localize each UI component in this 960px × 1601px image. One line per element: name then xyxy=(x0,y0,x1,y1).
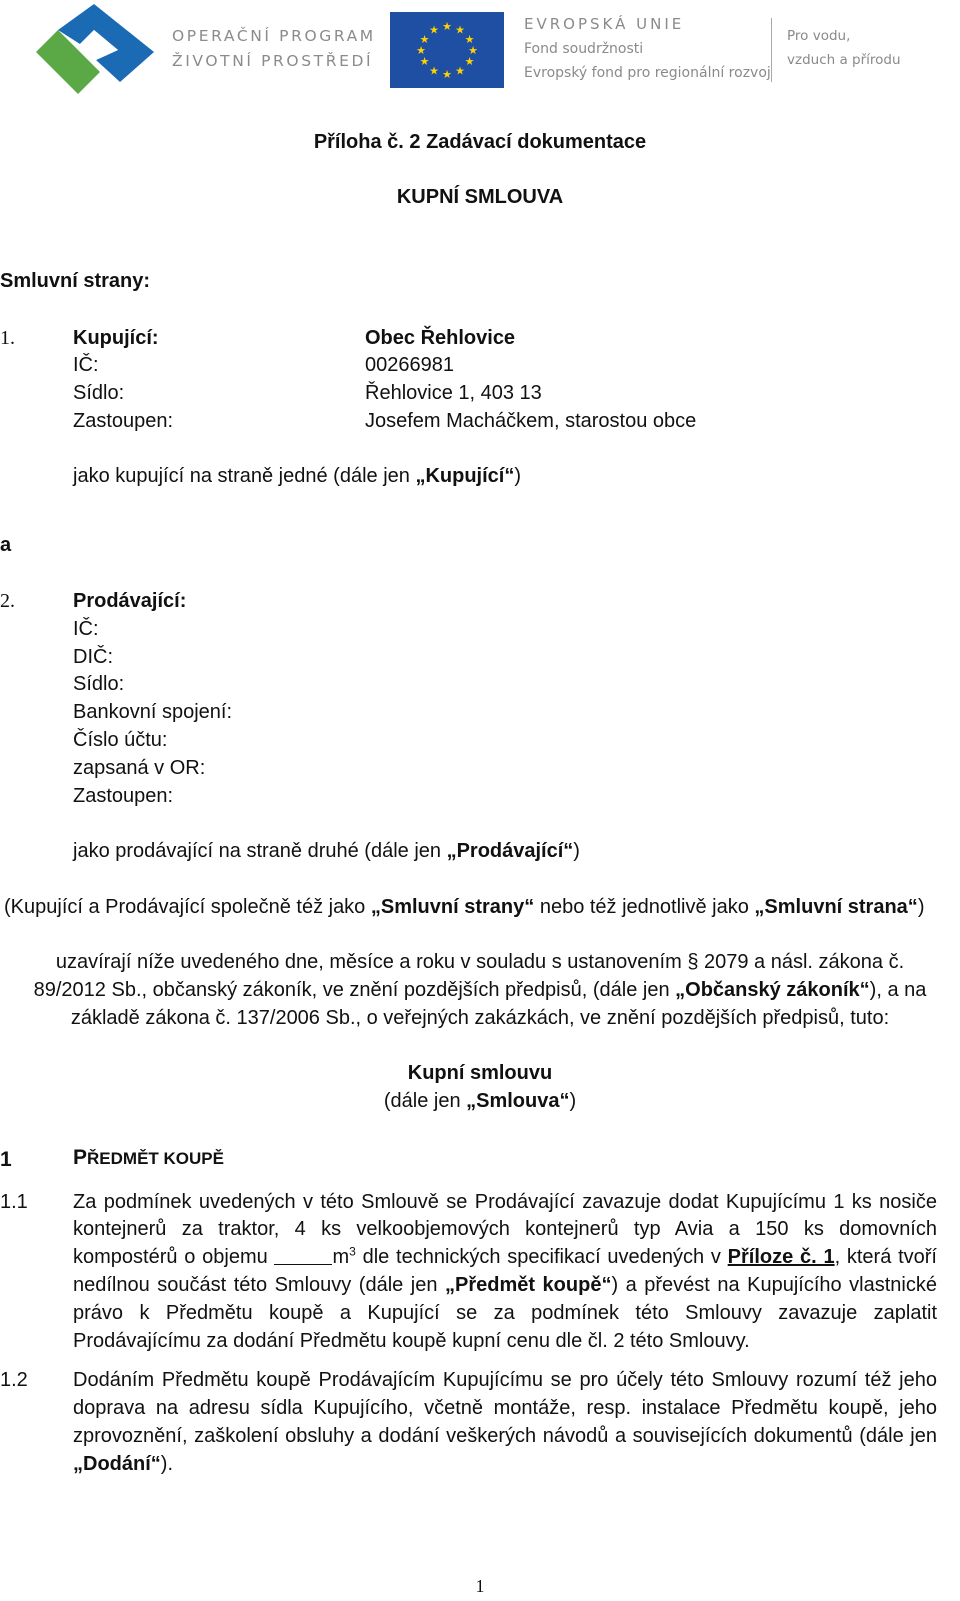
seller-field-rep: Zastoupen: xyxy=(73,785,174,807)
paragraph-1-2-number: 1.2 xyxy=(0,1369,28,1391)
svg-text:★: ★ xyxy=(455,23,465,37)
buyer-rep-value: Josefem Macháčkem, starostou obce xyxy=(365,410,697,432)
svg-text:★: ★ xyxy=(419,33,430,46)
p12-line-4: „Dodání“). xyxy=(73,1453,173,1475)
seller-field-seat: Sídlo: xyxy=(73,673,125,695)
p11-line-3: kompostérů o objemu $m^3$ dle technických specifikací uvedených v Příloze č. 1, která tvoří xyxy=(73,1244,937,1268)
paragraph-1-1-number: 1.1 xyxy=(0,1191,28,1213)
conclude-line-2: 89/2012 Sb., občanský zákoník, ve znění pozdějších předpisů, (dále jen „Občanský zákoník“), a na xyxy=(33,979,927,1001)
seller-field-bank: Bankovní spojení: xyxy=(73,701,232,723)
seller-field-account: Číslo účtu: xyxy=(73,729,168,751)
page-number: 1 xyxy=(475,1576,485,1596)
p12-line-3: zprovoznění, zaškolení obsluhy a dodání veškerých návodů a souvisejících dokumentů (dále jen xyxy=(73,1425,937,1447)
svg-text:★: ★ xyxy=(468,44,478,57)
svg-text:★: ★ xyxy=(442,68,452,81)
section-1-title: PŘEDMĚT KOUPĚ xyxy=(73,1146,224,1169)
header-divider xyxy=(771,18,772,82)
seller-field-dic: DIČ: xyxy=(73,646,113,668)
seller-role: jako prodávající na straně druhé (dále jen „Prodávající“) xyxy=(73,840,580,862)
p12-line-1: Dodáním Předmětu koupě Prodávajícím Kupujícímu se pro účely této Smlouvy rozumí též jeho xyxy=(73,1369,937,1391)
conclude-line-3: základě zákona č. 137/2006 Sb., o veřejných zakázkách, ve znění pozdějších předpisů, tuto: xyxy=(70,1007,890,1029)
seller-label: Prodávající: xyxy=(73,590,187,612)
contract-alias: (dále jen „Smlouva“) xyxy=(383,1090,577,1112)
seller-field-register: zapsaná v OR: xyxy=(73,757,206,779)
svg-text:★: ★ xyxy=(419,55,430,68)
p11-line-6: Prodávajícímu za dodání Předmětu koupě kupní cenu dle čl. 2 této Smlouvy. xyxy=(73,1330,750,1352)
p11-line-5: právo k Předmětu koupě a Kupující se za podmínek této Smlouvy zavazuje zaplatit xyxy=(73,1302,937,1324)
parties-heading: Smluvní strany: xyxy=(0,270,151,292)
buyer-name: Obec Řehlovice xyxy=(365,327,516,349)
svg-text:★: ★ xyxy=(464,33,475,46)
svg-text:★: ★ xyxy=(464,55,475,68)
pv-line-2: vzduch a přírodu xyxy=(787,52,901,68)
section-1-number: 1 xyxy=(0,1148,12,1171)
buyer-label: Kupující: xyxy=(73,327,159,349)
buyer-role: jako kupující na straně jedné (dále jen „Kupující“) xyxy=(73,465,522,487)
and-word: a xyxy=(0,534,12,556)
eu-line-2: Evropský fond pro regionální rozvoj xyxy=(524,65,771,81)
op-line-1: OPERAČNÍ PROGRAM xyxy=(172,27,376,45)
attachment-title: Příloha č. 2 Zadávací dokumentace xyxy=(313,131,647,153)
seller-number: 2. xyxy=(0,590,15,612)
contract-title: KUPNÍ SMLOUVA xyxy=(396,186,564,208)
eu-line-1: Fond soudržnosti xyxy=(524,41,644,57)
op-line-2: ŽIVOTNÍ PROSTŘEDÍ xyxy=(172,52,374,70)
p12-line-2: doprava na adresu sídla Kupujícího, včetně montáže, resp. instalace Předmětu koupě, jeho xyxy=(73,1397,937,1419)
parties-together: (Kupující a Prodávající společně též jako „Smluvní strany“ nebo též jednotlivě jako „Smluvní strana“) xyxy=(4,896,925,918)
eu-flag-icon xyxy=(390,12,504,88)
svg-text:★: ★ xyxy=(442,20,452,33)
p11-line-4: nedílnou součást této Smlouvy (dále jen „Předmět koupě“) a převést na Kupujícího vlastnické xyxy=(73,1274,937,1296)
pv-line-1: Pro vodu, xyxy=(787,28,851,44)
svg-text:★: ★ xyxy=(429,64,439,78)
contract-name: Kupní smlouvu xyxy=(407,1062,553,1084)
op-zp-emblem-icon xyxy=(36,4,156,96)
svg-text:★: ★ xyxy=(455,64,465,78)
svg-text:★: ★ xyxy=(429,23,439,37)
buyer-ic-value: 00266981 xyxy=(365,354,454,376)
annex-1-reference: Příloze č. 1 xyxy=(727,1246,835,1268)
buyer-number: 1. xyxy=(0,327,15,349)
buyer-seat-label: Sídlo: xyxy=(73,382,125,404)
buyer-rep-label: Zastoupen: xyxy=(73,410,174,432)
p11-line-1: Za podmínek uvedených v této Smlouvě se Prodávající zavazuje dodat Kupujícímu 1 ks nosiče xyxy=(73,1191,937,1213)
volume-blank xyxy=(274,1246,332,1265)
p11-line-2: kontejnerů za traktor, 4 ks velkoobjemových kontejnerů typ Avia a 150 ks domovních xyxy=(73,1218,937,1240)
conclude-line-1: uzavírají níže uvedeného dne, měsíce a roku v souladu s ustanovením § 2079 a násl. zákona č. xyxy=(55,951,905,973)
seller-field-ic: IČ: xyxy=(73,618,99,640)
buyer-seat-value: Řehlovice 1, 403 13 xyxy=(365,382,542,404)
buyer-ic-label: IČ: xyxy=(73,354,99,376)
eu-title: EVROPSKÁ UNIE xyxy=(524,15,685,33)
svg-text:★: ★ xyxy=(416,44,426,57)
